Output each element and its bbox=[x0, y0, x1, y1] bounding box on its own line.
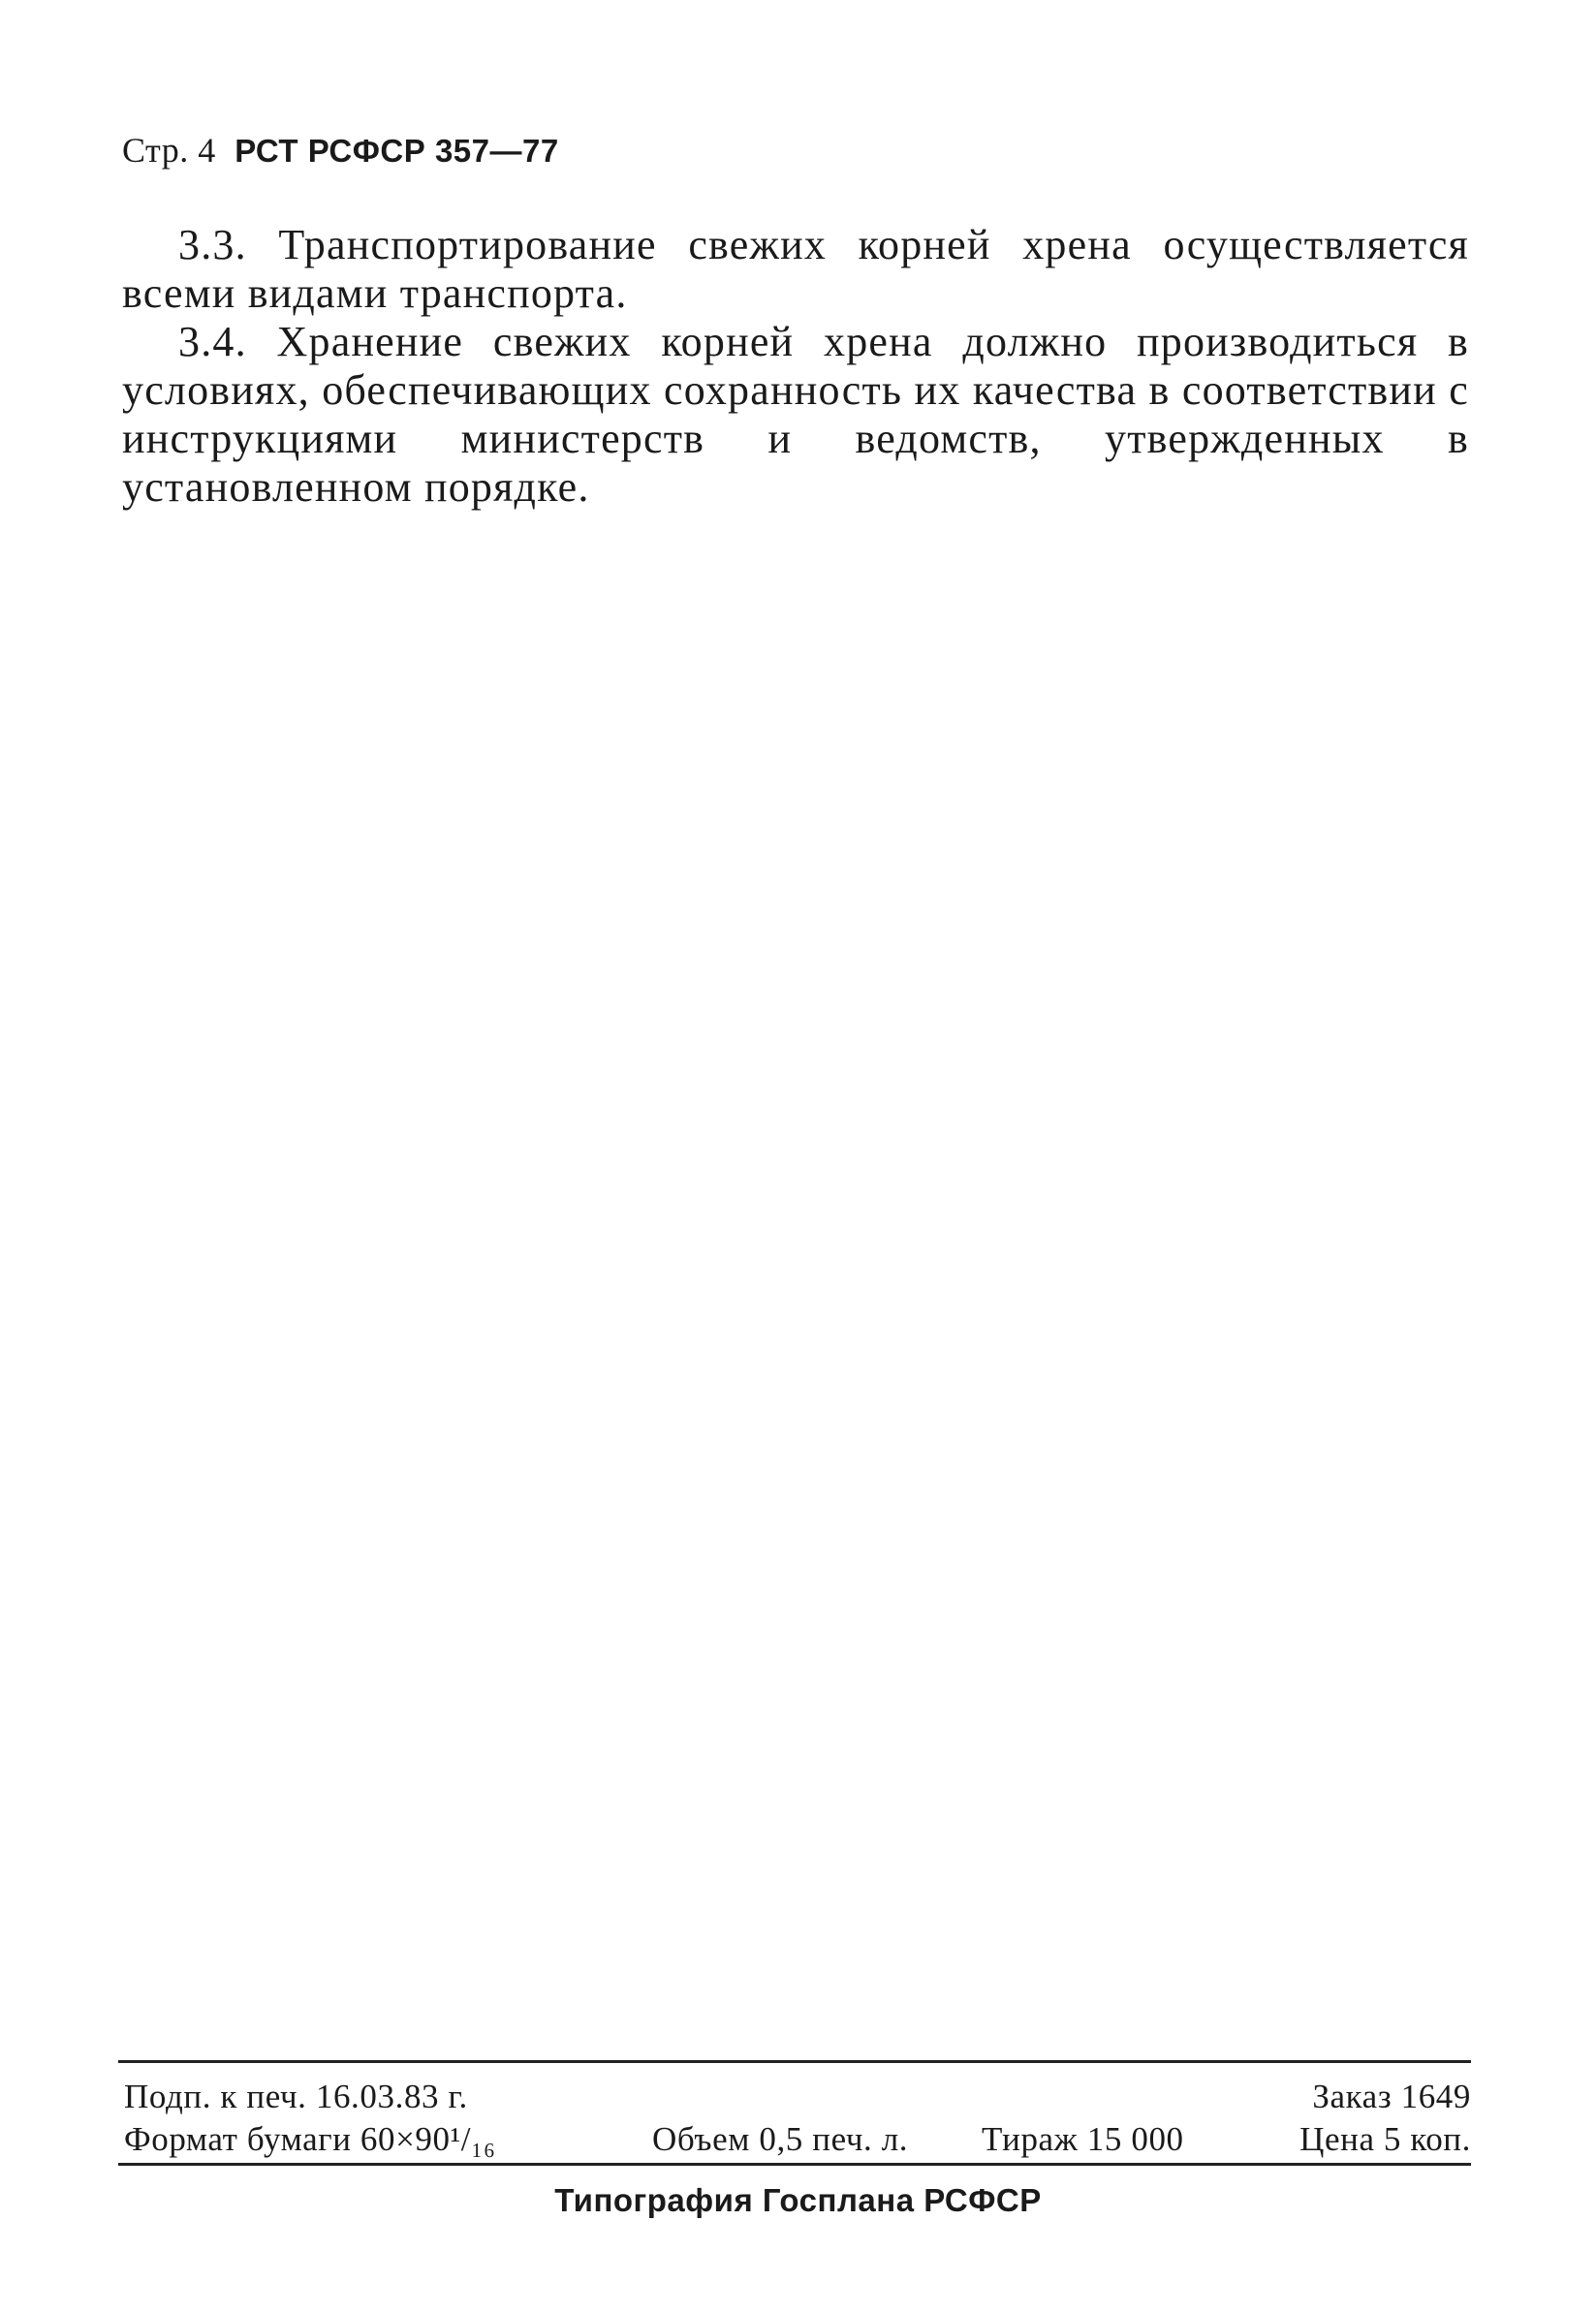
standard-designation: РСТ РСФСР 357—77 bbox=[235, 133, 559, 169]
imprint-volume: Объем 0,5 печ. л. bbox=[652, 2120, 909, 2158]
imprint-print-run: Тираж 15 000 bbox=[982, 2120, 1184, 2158]
imprint-signed: Подп. к печ. 16.03.83 г. bbox=[124, 2078, 468, 2115]
imprint-order: Заказ 1649 bbox=[1312, 2078, 1471, 2115]
imprint-divider-bottom bbox=[118, 2163, 1471, 2166]
paragraph-3-3: 3.3. Транспортирование свежих корней хрена осуществляется всеми видами транспорта. bbox=[122, 221, 1469, 317]
paragraph-3-4: 3.4. Хранение свежих корней хрена должно производиться в условиях, обеспечивающих сохранность их качества в соответствии с инструкциями министерств и ведомств, утвержденных в установленном порядке. bbox=[122, 318, 1469, 511]
document-body bbox=[122, 221, 1469, 512]
imprint-paper-format: Формат бумаги 60×90¹/₁₆ bbox=[124, 2120, 496, 2158]
printer-name: Типография Госплана РСФСР bbox=[554, 2182, 1042, 2218]
imprint-price: Цена 5 коп. bbox=[1299, 2120, 1471, 2158]
page-header bbox=[122, 130, 559, 171]
imprint-divider-top bbox=[118, 2060, 1471, 2063]
page-number: Стр. 4 bbox=[122, 131, 216, 170]
